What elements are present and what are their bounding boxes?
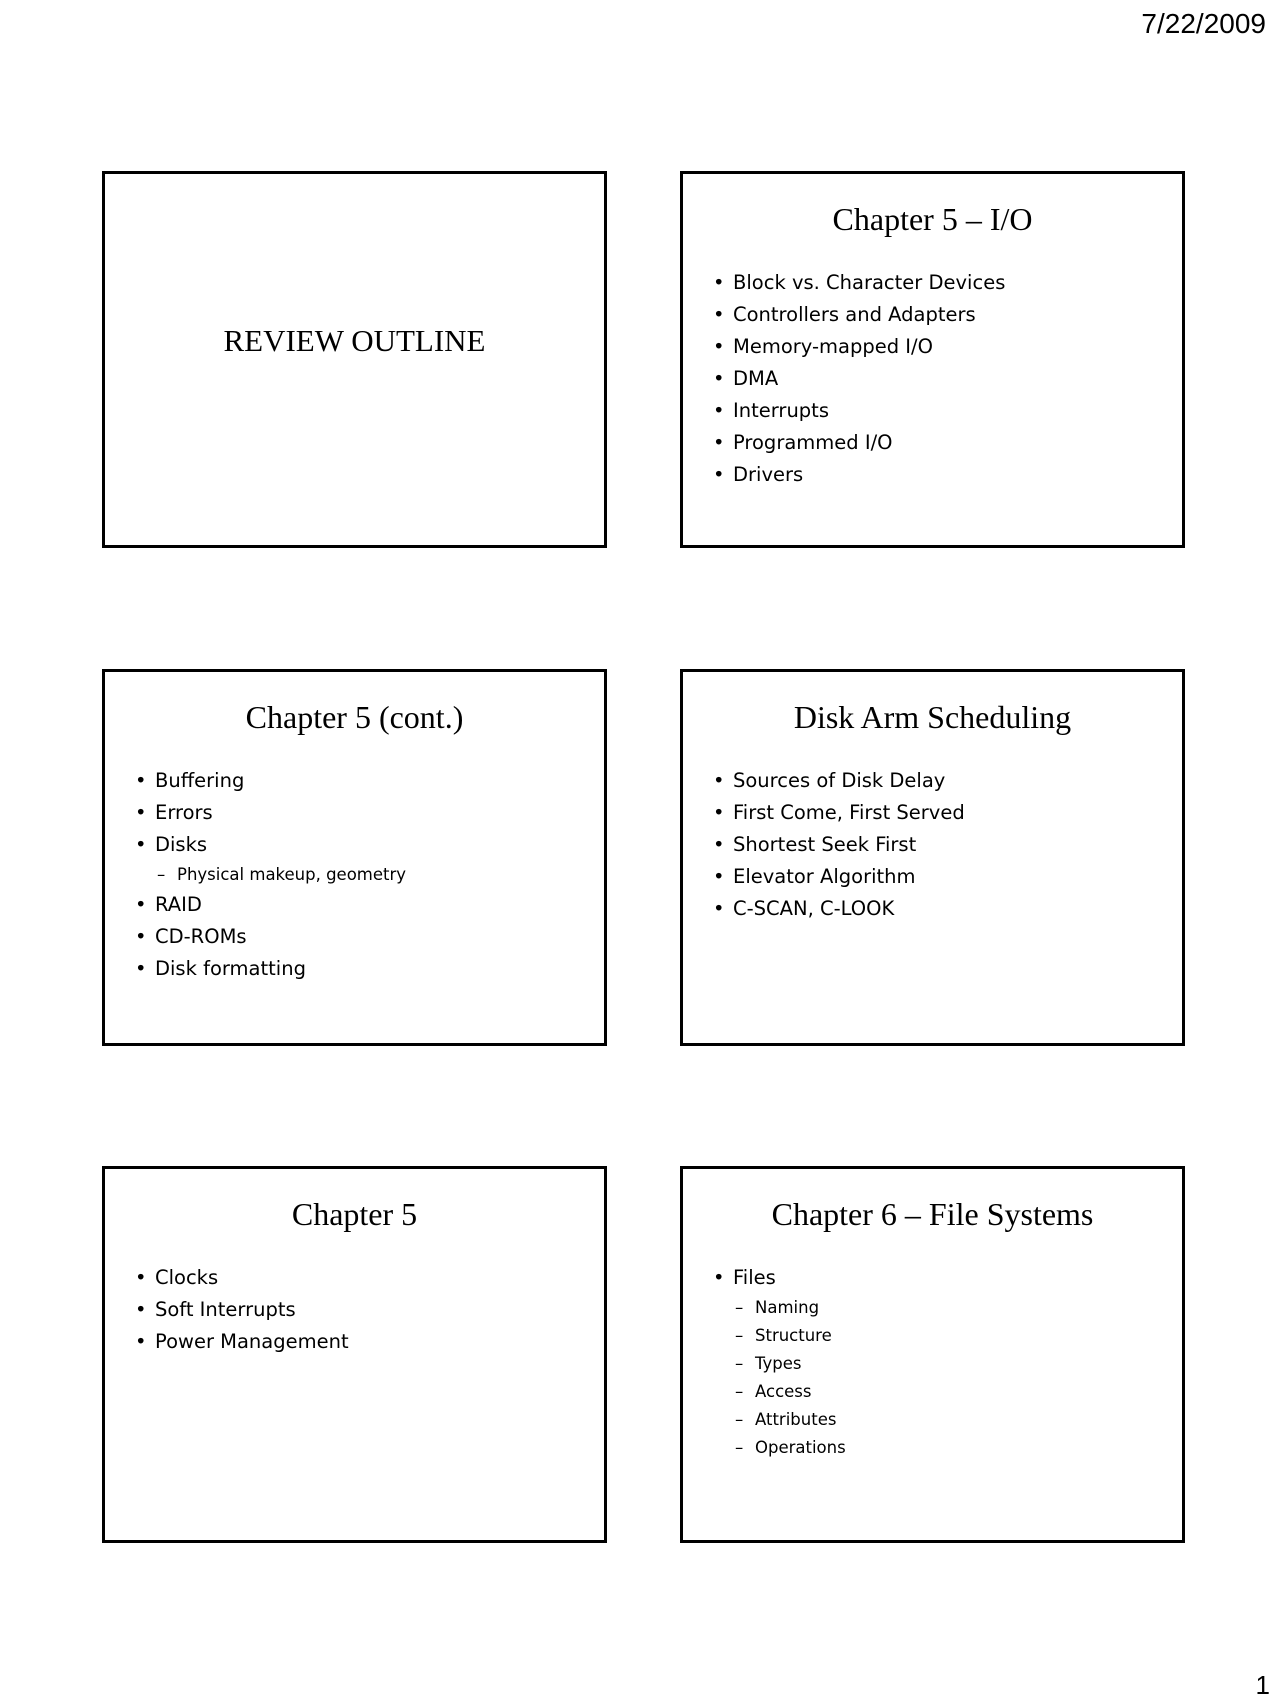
slide-title: Chapter 5 <box>291 1196 418 1232</box>
slide-review-outline <box>102 171 607 548</box>
sub-bullet-item: – Physical makeup, geometry <box>133 861 594 889</box>
bullet-item: • Buffering <box>133 765 594 797</box>
bullet-item: • Sources of Disk Delay <box>711 765 1172 797</box>
bullet-item: • Programmed I/O <box>711 427 1172 459</box>
bullet-item: • RAID <box>133 889 594 921</box>
bullet-item: • Errors <box>133 797 594 829</box>
sub-bullet-list <box>711 1294 1172 1462</box>
bullet-item: • CD-ROMs <box>133 921 594 953</box>
slide-title: REVIEW OUTLINE <box>223 323 486 358</box>
sub-bullet-item: – Naming <box>711 1294 1172 1322</box>
slide-chapter-5-cont <box>102 669 607 1046</box>
bullet-list <box>711 1262 1172 1462</box>
bullet-item: • Files <box>711 1262 1172 1294</box>
bullet-item: • Disks <box>133 829 594 861</box>
bullet-item: • Block vs. Character Devices <box>711 267 1172 299</box>
bullet-item: • C-SCAN, C-LOOK <box>711 893 1172 925</box>
bullet-item: • First Come, First Served <box>711 797 1172 829</box>
bullet-item: • Drivers <box>711 459 1172 491</box>
bullet-item: • DMA <box>711 363 1172 395</box>
bullet-item: • Power Management <box>133 1326 594 1358</box>
bullet-item: • Shortest Seek First <box>711 829 1172 861</box>
slide-title: Chapter 6 – File Systems <box>771 1196 1094 1232</box>
sub-bullet-item: – Types <box>711 1350 1172 1378</box>
sub-bullet-list <box>133 861 594 889</box>
slide-chapter-5-io <box>680 171 1185 548</box>
bullet-list <box>711 765 1172 925</box>
bullet-item: • Memory-mapped I/O <box>711 331 1172 363</box>
slide-chapter-6-file-systems <box>680 1166 1185 1543</box>
sub-bullet-item: – Access <box>711 1378 1172 1406</box>
bullet-item: • Interrupts <box>711 395 1172 427</box>
sub-bullet-item: – Operations <box>711 1434 1172 1462</box>
slide-title: Disk Arm Scheduling <box>793 699 1072 735</box>
sub-bullet-item: – Attributes <box>711 1406 1172 1434</box>
slide-chapter-5 <box>102 1166 607 1543</box>
bullet-item: • Elevator Algorithm <box>711 861 1172 893</box>
sub-bullet-item: – Structure <box>711 1322 1172 1350</box>
bullet-list <box>133 1262 594 1358</box>
sub-list-container <box>133 861 594 889</box>
bullet-item: • Controllers and Adapters <box>711 299 1172 331</box>
bullet-item: • Disk formatting <box>133 953 594 985</box>
slide-disk-arm-scheduling <box>680 669 1185 1046</box>
page-number: 1 <box>1255 1670 1270 1700</box>
bullet-list <box>133 765 594 985</box>
bullet-item: • Soft Interrupts <box>133 1294 594 1326</box>
slide-title: Chapter 5 – I/O <box>832 201 1033 237</box>
page-date: 7/22/2009 <box>1141 8 1266 39</box>
bullet-list <box>711 267 1172 491</box>
slide-title: Chapter 5 (cont.) <box>245 699 464 735</box>
bullet-item: • Clocks <box>133 1262 594 1294</box>
sub-list-container <box>711 1294 1172 1462</box>
